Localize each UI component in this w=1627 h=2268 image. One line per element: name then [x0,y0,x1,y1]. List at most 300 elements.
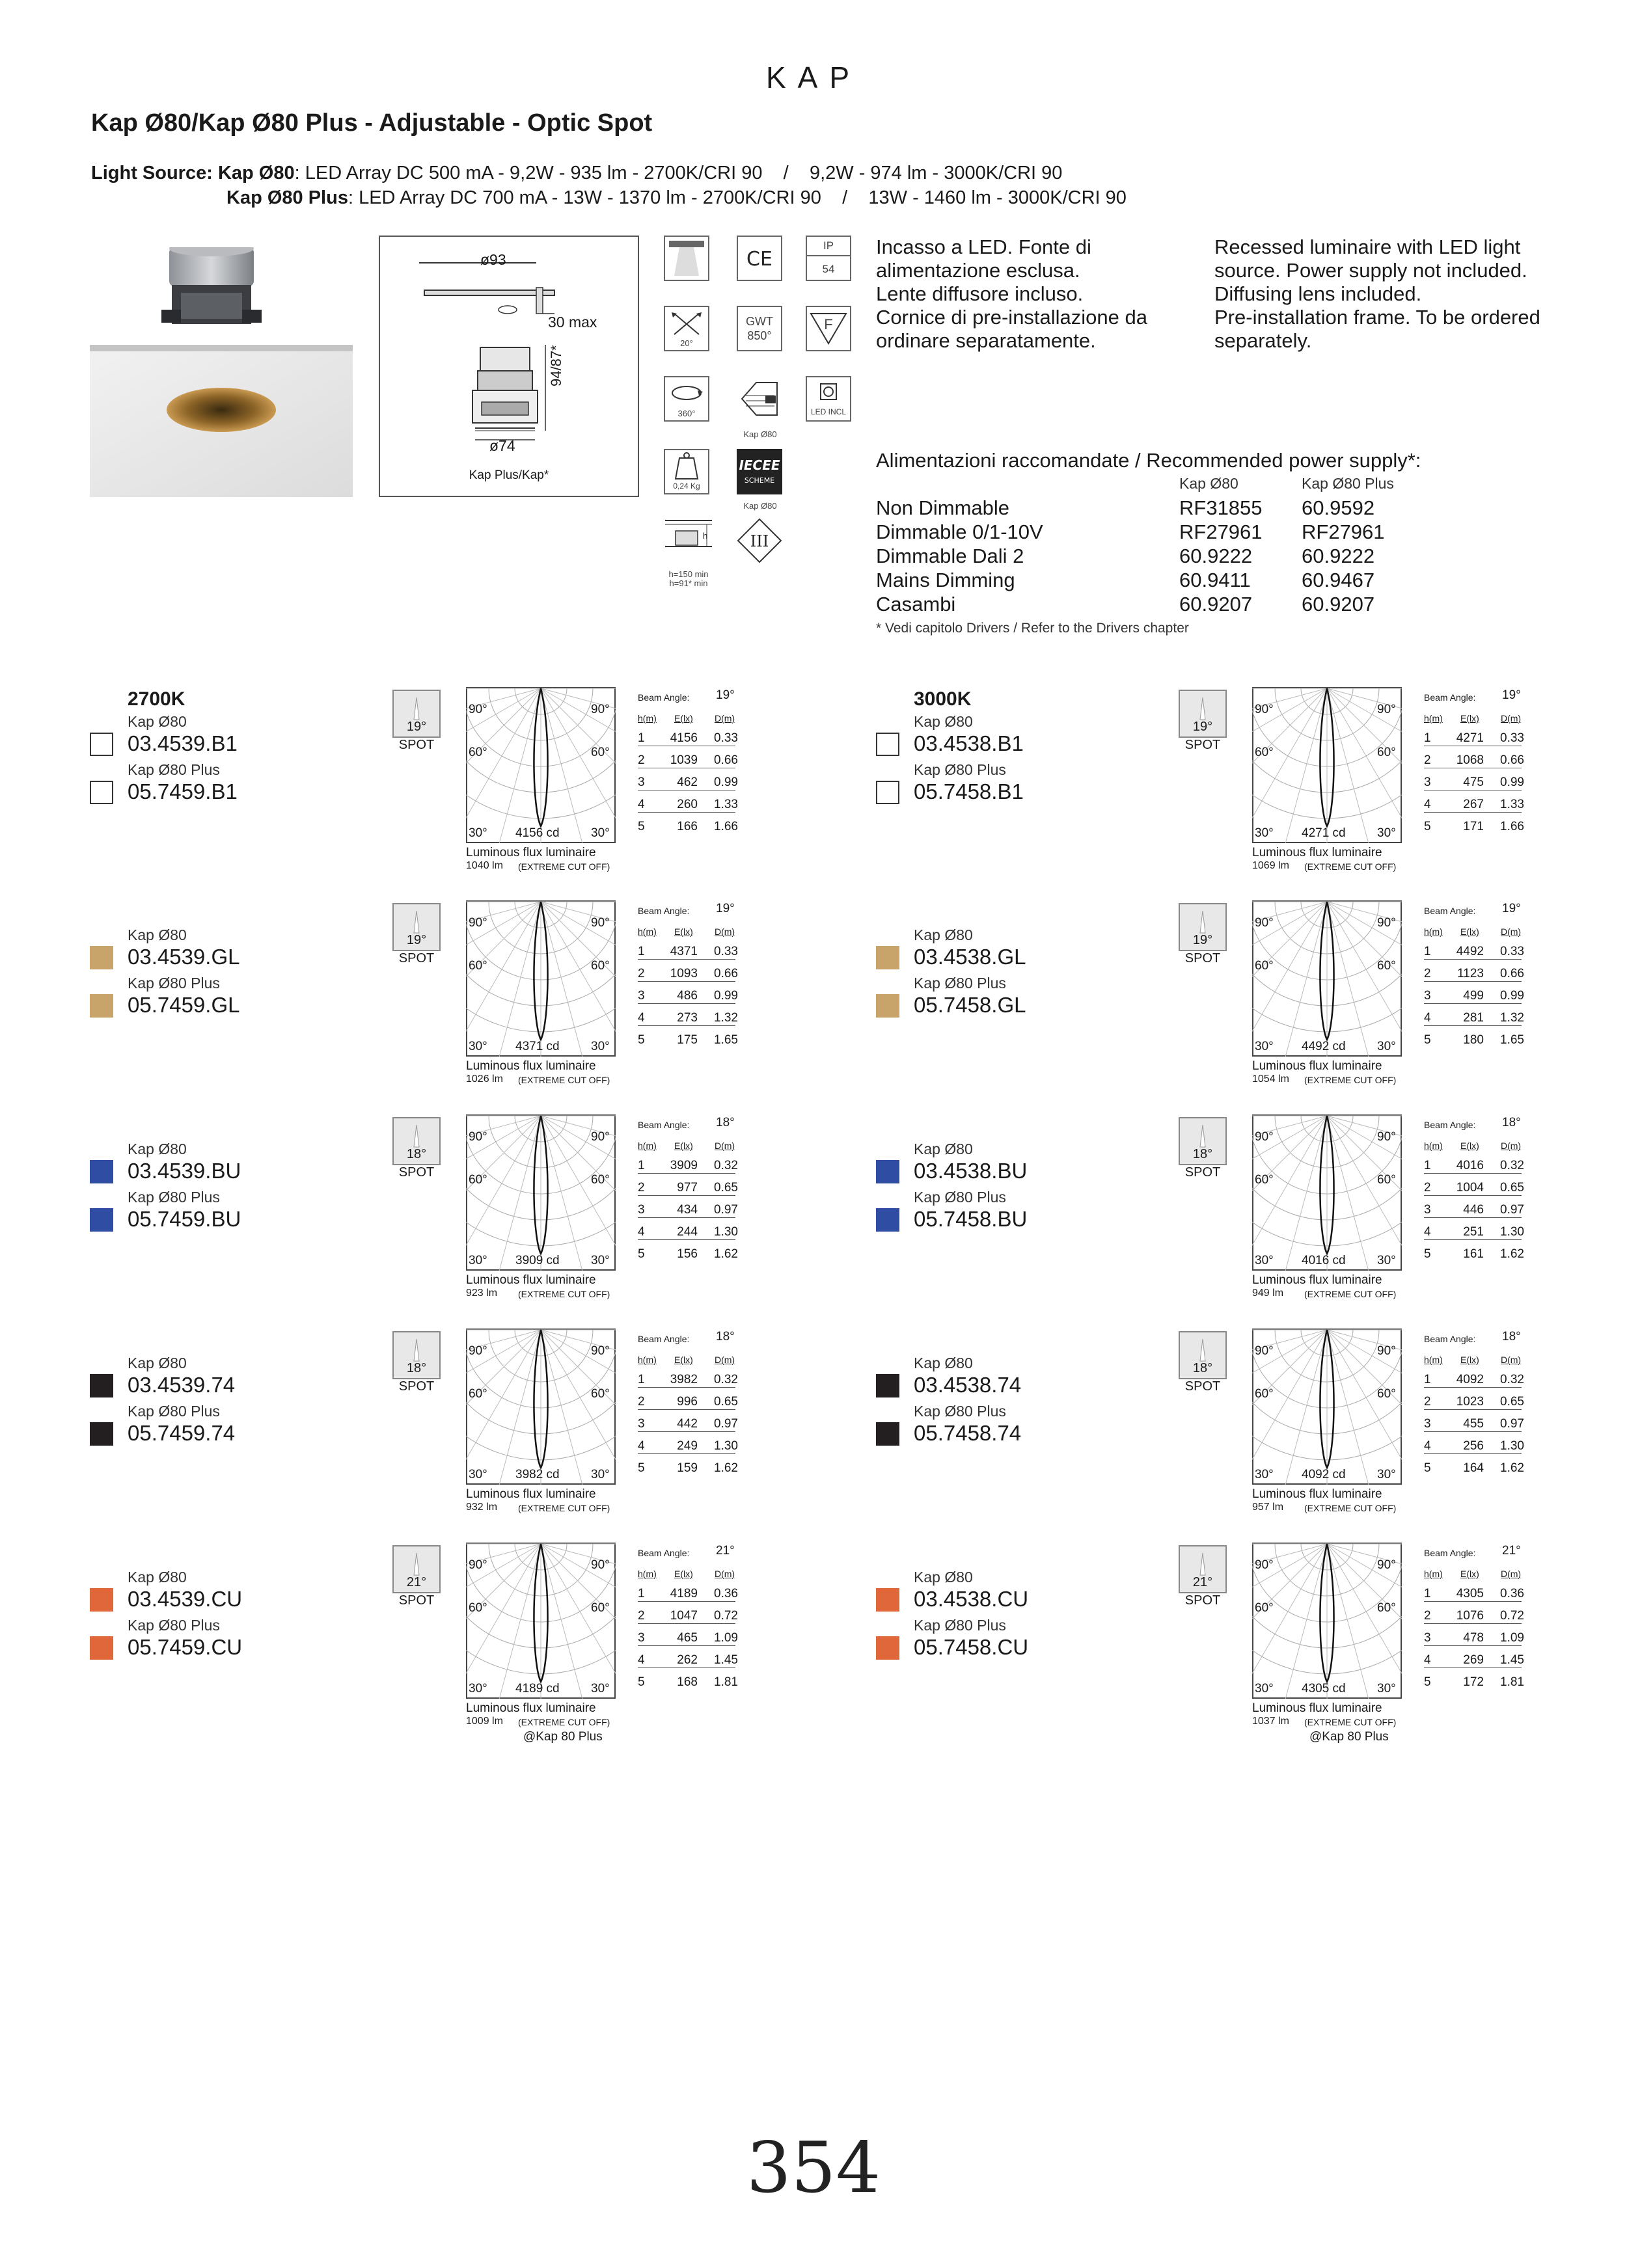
kap80-label: Kap Ø80 [914,1569,973,1586]
power-row-name: Dimmable Dali 2 [876,545,1024,567]
kap80plus-note: @Kap 80 Plus [523,1730,603,1744]
table-cell-d: 0.65 [714,1395,738,1409]
beam-angle-label: Beam Angle: [1424,1548,1476,1558]
table-cell-d: 0.32 [714,1373,738,1386]
table-cell-d: 0.97 [714,1203,738,1217]
color-swatch [876,1636,899,1660]
peak-intensity: 4271 cd [1302,826,1346,840]
table-cell-d: 0.99 [1500,776,1524,789]
table-cell-d: 0.99 [714,989,738,1003]
luminous-flux-label: Luminous flux luminaire [1252,846,1382,859]
table-cell-e: 273 [677,1011,698,1025]
kap80-label: Kap Ø80 [914,926,973,943]
product-code-kap80plus: 05.7459.GL [128,993,240,1017]
table-cell-d: 1.45 [714,1653,738,1667]
kap80plus-note: @Kap 80 Plus [1309,1730,1389,1744]
table-cell-h: 4 [638,1011,735,1026]
desc-it-line: Lente diffusore incluso. [876,282,1084,305]
polar-angle-30-left: 30° [469,1468,487,1481]
desc-it-line: ordinare separatamente. [876,329,1096,352]
table-cell-e: 1076 [1456,1609,1484,1623]
polar-angle-90-right: 90° [1377,916,1396,930]
table-cell-h: 2 [638,1609,735,1624]
spot-label: SPOT [1184,1379,1221,1394]
polar-angle-90-right: 90° [591,703,610,716]
luminous-flux-value: 1037 lm [1252,1716,1289,1727]
table-cell-d: 0.99 [1500,989,1524,1003]
table-cell-e: 281 [1463,1011,1484,1025]
table-cell-d: 0.33 [714,945,738,958]
table-cell-h: 4 [638,1225,735,1240]
svg-text:CE: CE [746,248,772,271]
table-cell-d: 1.33 [714,798,738,811]
kap80plus-label: Kap Ø80 Plus [128,1617,220,1634]
description-italian [876,236,1147,353]
polar-angle-60-left: 60° [1255,959,1274,973]
table-cell-e: 256 [1463,1439,1484,1453]
luminous-flux-label: Luminous flux luminaire [1252,1701,1382,1715]
table-cell-e: 251 [1463,1225,1484,1239]
polar-angle-90-left: 90° [469,703,487,716]
table-cell-h: 1 [1424,1373,1522,1388]
table-cell-e: 465 [677,1631,698,1645]
table-cell-e: 3982 [670,1373,698,1386]
power-col-kap80plus: Kap Ø80 Plus [1302,475,1394,492]
table-cell-e: 267 [1463,798,1484,811]
cut-off-note: (EXTREME CUT OFF) [518,861,610,872]
beam-angle-label: Beam Angle: [1424,906,1476,916]
desc-en-line: Pre-installation frame. To be ordered [1214,306,1540,329]
table-cell-h: 4 [638,1653,735,1668]
polar-angle-90-left: 90° [469,1558,487,1572]
table-cell-d: 0.33 [1500,731,1524,745]
product-code-kap80: 03.4539.GL [128,945,240,969]
class3-note: Kap Ø80 [743,501,777,511]
kap80-label: Kap Ø80 [914,713,973,730]
product-code-kap80plus: 05.7459.BU [128,1207,241,1231]
spot-label: SPOT [1184,738,1221,752]
table-cell-d: 1.62 [1500,1247,1524,1261]
polar-angle-30-right: 30° [1377,1468,1396,1481]
table-header-e: E(lx) [1460,713,1479,723]
table-cell-d: 1.62 [714,1247,738,1261]
kap80plus-label: Kap Ø80 Plus [226,187,348,208]
dim-height: 94/87* [548,345,564,386]
color-swatch [90,1422,113,1446]
polar-angle-30-left: 30° [469,826,487,840]
spot-label: SPOT [398,1165,435,1180]
table-cell-h: 5 [638,1461,645,1475]
table-cell-h: 3 [1424,1203,1522,1218]
table-cell-h: 3 [1424,1631,1522,1646]
peak-intensity: 4305 cd [1302,1682,1346,1695]
color-swatch [876,781,899,804]
desc-en-line: separately. [1214,329,1312,352]
polar-angle-30-right: 30° [1377,826,1396,840]
power-row-kap80: RF31855 [1179,496,1263,519]
power-supply-title: Alimentazioni raccomandate / Recommended power supply*: [876,449,1421,472]
spot-label: SPOT [398,1379,435,1394]
table-cell-d: 1.33 [1500,798,1524,811]
polar-angle-60-right: 60° [1377,746,1396,759]
kap80plus-spec: : LED Array DC 700 mA - 13W - 1370 lm - 2700K/CRI 90 / 13W - 1460 lm - 3000K/CRI 90 [348,187,1127,208]
table-cell-d: 1.81 [1500,1675,1524,1689]
power-row-name: Mains Dimming [876,569,1015,591]
table-cell-h: 5 [638,820,645,833]
polar-angle-30-right: 30° [591,1682,610,1695]
table-cell-d: 1.30 [714,1439,738,1453]
table-cell-h: 3 [1424,1417,1522,1432]
table-header-e: E(lx) [674,713,693,723]
power-row-name: Casambi [876,593,956,615]
table-cell-e: 462 [677,776,698,789]
table-cell-h: 3 [1424,776,1522,790]
table-cell-e: 475 [1463,776,1484,789]
table-header-h: h(m) [1424,1355,1443,1365]
table-header-h: h(m) [638,1355,657,1365]
table-cell-e: 1004 [1456,1181,1484,1195]
product-code-kap80plus: 05.7459.CU [128,1635,243,1659]
polar-angle-90-right: 90° [1377,1558,1396,1572]
product-code-kap80plus: 05.7458.BU [914,1207,1028,1231]
beam-angle-value: 21° [1502,1544,1521,1558]
beam-angle-value: 18° [1502,1330,1521,1343]
luminous-flux-value: 923 lm [466,1288,498,1299]
luminous-flux-value: 932 lm [466,1502,498,1513]
table-cell-e: 4371 [670,945,698,958]
table-header-d: D(m) [1501,1569,1522,1579]
peak-intensity: 4156 cd [515,826,560,840]
power-row-name: Dimmable 0/1-10V [876,520,1043,543]
luminous-flux-value: 1040 lm [466,860,503,871]
dim-top: ø93 [480,251,506,268]
beam-angle-value: 19° [716,902,735,915]
table-cell-d: 0.66 [714,967,738,980]
iecee-note: Kap Ø80 [743,429,777,439]
polar-angle-30-left: 30° [469,1682,487,1695]
color-swatch [876,994,899,1018]
ip-label: IP [807,239,850,256]
table-cell-e: 175 [677,1033,698,1047]
kap80-label: Kap Ø80 [128,1141,187,1157]
power-supply-note: * Vedi capitolo Drivers / Refer to the Drivers chapter [876,621,1189,636]
dim-depth: 30 max [548,314,597,331]
polar-angle-60-right: 60° [591,1387,610,1401]
power-row-name: Non Dimmable [876,496,1010,519]
power-row-kap80plus: 60.9207 [1302,593,1375,615]
table-cell-d: 0.99 [714,776,738,789]
polar-angle-60-right: 60° [1377,1601,1396,1615]
spot-label: SPOT [1184,1593,1221,1608]
polar-angle-30-right: 30° [1377,1040,1396,1053]
kap80-label: Kap Ø80 [217,163,295,183]
spot-beam-angle: 18° [1192,1147,1213,1161]
f-mark-icon [806,306,851,351]
color-swatch [876,1588,899,1612]
luminous-flux-label: Luminous flux luminaire [1252,1273,1382,1287]
kap80-label: Kap Ø80 [128,1569,187,1586]
table-header-d: D(m) [1501,713,1522,723]
kap80plus-label: Kap Ø80 Plus [128,975,220,992]
polar-angle-60-left: 60° [469,959,487,973]
table-cell-e: 455 [1463,1417,1484,1431]
polar-angle-90-right: 90° [1377,1130,1396,1144]
color-swatch [90,1208,113,1232]
polar-angle-60-left: 60° [469,1173,487,1187]
cut-off-note: (EXTREME CUT OFF) [1304,1717,1397,1727]
table-cell-e: 1123 [1457,967,1484,980]
cut-off-note: (EXTREME CUT OFF) [1304,1503,1397,1513]
luminous-flux-value: 1069 lm [1252,860,1289,871]
table-cell-d: 0.33 [714,731,738,745]
product-code-kap80: 03.4538.74 [914,1373,1022,1397]
table-cell-h: 1 [1424,945,1522,960]
light-source-line-1 [91,163,1062,184]
luminous-flux-value: 1054 lm [1252,1073,1289,1085]
table-cell-d: 0.97 [714,1417,738,1431]
cut-off-note: (EXTREME CUT OFF) [1304,861,1397,872]
table-cell-d: 0.65 [1500,1395,1524,1409]
color-swatch [876,1374,899,1397]
kap80-label: Kap Ø80 [128,926,187,943]
recessed-light-icon [664,236,709,281]
table-cell-e: 249 [677,1439,698,1453]
table-cell-d: 0.97 [1500,1203,1524,1217]
polar-angle-60-right: 60° [591,959,610,973]
polar-angle-60-left: 60° [1255,746,1274,759]
table-cell-d: 1.32 [1500,1011,1524,1025]
polar-angle-60-right: 60° [591,1601,610,1615]
table-cell-d: 1.30 [714,1225,738,1239]
power-row-kap80: 60.9207 [1179,593,1253,615]
beam-angle-label: Beam Angle: [1424,1120,1476,1130]
polar-angle-60-left: 60° [1255,1601,1274,1615]
table-header-d: D(m) [715,713,735,723]
brand-name: KAP [765,61,862,94]
table-cell-e: 4271 [1456,731,1484,745]
table-cell-h: 1 [638,1587,735,1602]
peak-intensity: 3982 cd [515,1468,560,1481]
table-cell-e: 1093 [670,967,698,980]
product-code-kap80: 03.4538.GL [914,945,1026,969]
kap80-label: Kap Ø80 [128,1355,187,1371]
table-cell-e: 446 [1463,1203,1484,1217]
power-col-kap80: Kap Ø80 [1179,475,1238,492]
polar-angle-90-right: 90° [591,1344,610,1358]
beam-angle-label: Beam Angle: [1424,1334,1476,1344]
table-cell-d: 0.32 [1500,1159,1524,1172]
table-cell-e: 161 [1463,1247,1484,1261]
table-cell-d: 0.97 [1500,1417,1524,1431]
luminous-flux-label: Luminous flux luminaire [1252,1059,1382,1073]
product-code-kap80: 03.4539.B1 [128,731,238,755]
spot-label: SPOT [398,738,435,752]
spot-beam-angle: 21° [1192,1575,1213,1589]
polar-angle-30-right: 30° [591,826,610,840]
product-code-kap80plus: 05.7459.B1 [128,779,238,803]
gwt-value: 850° [747,329,772,342]
table-header-e: E(lx) [1460,1569,1479,1579]
spot-label: SPOT [1184,951,1221,965]
beam-angle-value: 19° [716,688,735,702]
cut-off-note: (EXTREME CUT OFF) [518,1717,610,1727]
table-header-d: D(m) [1501,926,1522,937]
peak-intensity: 4092 cd [1302,1468,1346,1481]
table-cell-d: 0.65 [1500,1181,1524,1195]
product-code-kap80plus: 05.7459.74 [128,1421,236,1445]
kap80plus-label: Kap Ø80 Plus [914,975,1006,992]
power-row-kap80plus: RF27961 [1302,520,1385,543]
dim-bottom: ø74 [489,437,515,454]
table-header-h: h(m) [638,1569,657,1579]
kap80plus-label: Kap Ø80 Plus [914,1617,1006,1634]
table-cell-h: 3 [638,776,735,790]
luminous-flux-value: 949 lm [1252,1288,1284,1299]
table-cell-d: 1.66 [714,820,738,833]
cut-off-note: (EXTREME CUT OFF) [518,1503,610,1513]
table-cell-d: 0.72 [1500,1609,1524,1623]
table-cell-h: 2 [638,753,735,768]
kap80plus-label: Kap Ø80 Plus [128,1403,220,1420]
polar-angle-30-left: 30° [1255,1254,1274,1267]
table-cell-e: 4305 [1456,1587,1484,1600]
polar-angle-90-right: 90° [1377,703,1396,716]
product-code-kap80: 03.4538.BU [914,1159,1028,1183]
polar-angle-30-left: 30° [1255,1682,1274,1695]
class-3-icon [737,518,782,563]
polar-angle-60-left: 60° [1255,1173,1274,1187]
kap80plus-label: Kap Ø80 Plus [128,761,220,778]
table-cell-h: 4 [1424,1011,1522,1026]
polar-angle-30-left: 30° [469,1254,487,1267]
table-cell-e: 260 [677,798,698,811]
power-row [876,568,1375,592]
table-cell-h: 4 [1424,1653,1522,1668]
table-cell-e: 1039 [670,753,698,767]
energy-icon [737,376,782,422]
desc-en-line: Diffusing lens included. [1214,282,1422,305]
tilt-value: 20° [680,338,693,348]
product-code-kap80: 03.4538.CU [914,1587,1029,1611]
desc-it-line: Cornice di pre-installazione da [876,306,1148,329]
power-row-kap80plus: 60.9467 [1302,569,1375,591]
color-swatch [90,1374,113,1397]
table-cell-e: 156 [677,1247,698,1261]
table-cell-e: 4092 [1456,1373,1484,1386]
luminous-flux-value: 1009 lm [466,1716,503,1727]
luminous-flux-label: Luminous flux luminaire [466,1273,596,1287]
table-header-h: h(m) [1424,1569,1443,1579]
spot-label: SPOT [398,951,435,965]
color-swatch [876,1208,899,1232]
peak-intensity: 4371 cd [515,1040,560,1053]
beam-angle-label: Beam Angle: [638,906,690,916]
power-row [876,520,1385,544]
svg-text:SCHEME: SCHEME [744,476,775,485]
power-row-kap80plus: 60.9222 [1302,545,1375,567]
table-cell-d: 0.32 [1500,1373,1524,1386]
table-cell-e: 4189 [670,1587,698,1600]
polar-angle-60-right: 60° [1377,1173,1396,1187]
kap80-spec: : LED Array DC 500 mA - 9,2W - 935 lm - 2700K/CRI 90 / 9,2W - 974 lm - 3000K/CRI 90 [294,163,1063,183]
kap80plus-label: Kap Ø80 Plus [914,761,1006,778]
table-cell-h: 3 [638,1203,735,1218]
table-cell-d: 0.66 [1500,753,1524,767]
peak-intensity: 4016 cd [1302,1254,1346,1267]
table-cell-e: 4156 [670,731,698,745]
color-swatch [90,1588,113,1612]
table-cell-e: 180 [1463,1033,1484,1047]
desc-it-line: alimentazione esclusa. [876,259,1080,282]
table-cell-e: 434 [677,1203,698,1217]
table-cell-e: 486 [677,989,698,1003]
table-header-e: E(lx) [674,1569,693,1579]
polar-angle-60-right: 60° [1377,1387,1396,1401]
cut-off-note: (EXTREME CUT OFF) [1304,1075,1397,1085]
spot-beam-angle: 19° [1192,933,1213,947]
table-cell-e: 244 [677,1225,698,1239]
table-cell-e: 4492 [1456,945,1484,958]
table-cell-d: 1.30 [1500,1439,1524,1453]
luminous-flux-label: Luminous flux luminaire [1252,1487,1382,1501]
cut-off-note: (EXTREME CUT OFF) [518,1289,610,1299]
product-code-kap80: 03.4538.B1 [914,731,1024,755]
table-cell-e: 1047 [670,1609,698,1623]
beam-angle-label: Beam Angle: [1424,692,1476,703]
svg-text:IECEE: IECEE [739,457,780,473]
rotation-value: 360° [677,409,696,418]
kap80-label: Kap Ø80 [914,1141,973,1157]
table-cell-e: 499 [1463,989,1484,1003]
polar-angle-60-left: 60° [469,1601,487,1615]
table-cell-e: 166 [677,820,698,833]
table-cell-h: 5 [638,1675,645,1689]
table-cell-e: 996 [677,1395,698,1409]
class-3-text: III [750,532,769,550]
spot-beam-angle: 21° [406,1575,427,1589]
polar-angle-90-right: 90° [591,1558,610,1572]
ip-rating-icon [806,236,851,281]
table-cell-d: 1.32 [714,1011,738,1025]
spot-beam-angle: 19° [406,933,427,947]
desc-en-line: source. Power supply not included. [1214,259,1527,282]
table-cell-h: 5 [638,1247,645,1261]
table-header-e: E(lx) [674,1141,693,1151]
beam-angle-value: 18° [1502,1116,1521,1129]
polar-angle-30-right: 30° [1377,1682,1396,1695]
table-header-h: h(m) [1424,713,1443,723]
polar-angle-30-right: 30° [1377,1254,1396,1267]
table-cell-h: 1 [1424,1159,1522,1174]
light-source-line-2 [226,187,1127,209]
power-row [876,544,1375,568]
table-cell-h: 1 [638,731,735,746]
kap80plus-label: Kap Ø80 Plus [914,1403,1006,1420]
spot-label: SPOT [398,1593,435,1608]
beam-angle-label: Beam Angle: [638,1334,690,1344]
table-header-e: E(lx) [674,1355,693,1365]
polar-angle-30-left: 30° [1255,826,1274,840]
product-code-kap80: 03.4539.CU [128,1587,243,1611]
gwt-icon [737,306,782,351]
table-cell-h: 1 [638,1159,735,1174]
luminous-flux-label: Luminous flux luminaire [466,1487,596,1501]
recess-min-2: h=91* min [669,578,708,588]
table-cell-d: 0.72 [714,1609,738,1623]
product-code-kap80: 03.4539.74 [128,1373,236,1397]
rotation-icon [664,376,709,422]
table-cell-d: 0.33 [1500,945,1524,958]
